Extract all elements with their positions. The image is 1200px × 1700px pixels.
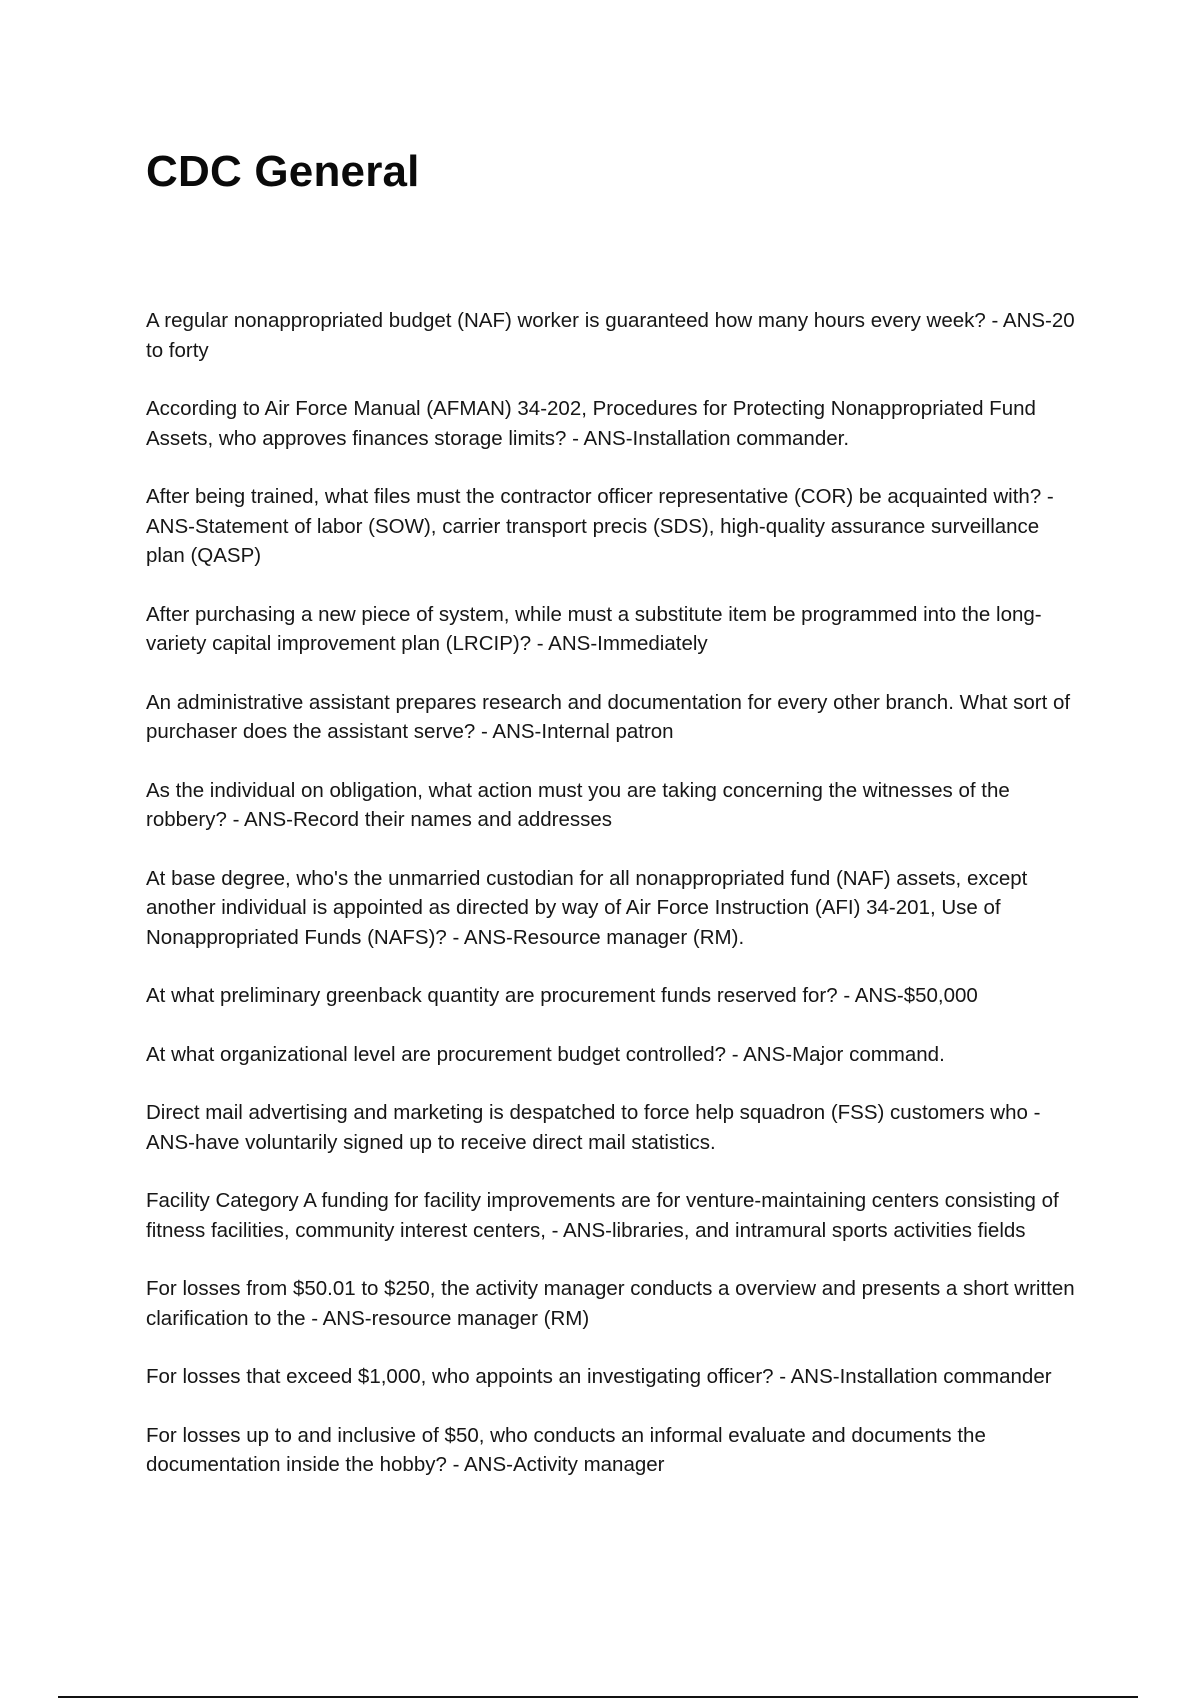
qa-item: At base degree, who's the unmarried custodian for all nonappropriated fund (NAF) assets, except another individual is appointed as directed by way of Air Force Instruction (AFI) 34-201, Use of Nonappropriated Funds (NAFS)? - ANS-Resource manager (RM). bbox=[146, 866, 1028, 949]
qa-item: For losses that exceed $1,000, who appoints an investigating officer? - ANS-Installation commander bbox=[146, 1365, 1052, 1388]
qa-item: Direct mail advertising and marketing is despatched to force help squadron (FSS) customers who - ANS-have voluntarily signed up to receive direct mail statistics. bbox=[146, 1101, 1041, 1154]
qa-item: At what preliminary greenback quantity are procurement funds reserved for? - ANS-$50,000 bbox=[146, 984, 978, 1007]
footer-divider bbox=[58, 1696, 1138, 1698]
qa-item: At what organizational level are procurement budget controlled? - ANS-Major command. bbox=[146, 1042, 945, 1066]
qa-item: An administrative assistant prepares research and documentation for every other branch. What sort of purchaser does the assistant serve? - ANS-Internal patron bbox=[146, 690, 1071, 743]
page-title: CDC General bbox=[146, 147, 420, 196]
qa-list bbox=[146, 306, 1076, 1509]
qa-item: After purchasing a new piece of system, while must a substitute item be programmed into the long-variety capital improvement plan (LRCIP)? - ANS-Immediately bbox=[146, 602, 1042, 655]
qa-item: According to Air Force Manual (AFMAN) 34-202, Procedures for Protecting Nonappropriated Fund Assets, who approves finances storage limits? - ANS-Installation commander. bbox=[146, 397, 1036, 450]
qa-item: Facility Category A funding for facility improvements are for venture-maintaining centers consisting of fitness facilities, community interest centers, - ANS-libraries, and intramural sports activities fields bbox=[146, 1189, 1059, 1242]
qa-item: As the individual on obligation, what action must you are taking concerning the witnesses of the robbery? - ANS-Record their names and addresses bbox=[146, 778, 1010, 831]
qa-item: For losses up to and inclusive of $50, who conducts an informal evaluate and documents the documentation inside the hobby? - ANS-Activity manager bbox=[146, 1423, 986, 1476]
qa-item: A regular nonappropriated budget (NAF) worker is guaranteed how many hours every week? - ANS-20 to forty bbox=[146, 309, 1075, 362]
qa-item: For losses from $50.01 to $250, the activity manager conducts a overview and presents a short written clarification to the - ANS-resource manager (RM) bbox=[146, 1277, 1075, 1330]
qa-item: After being trained, what files must the contractor officer representative (COR) be acquainted with? - ANS-Statement of labor (SOW), carrier transport precis (SDS), high-quality assurance surveillance plan (QASP) bbox=[146, 485, 1054, 567]
